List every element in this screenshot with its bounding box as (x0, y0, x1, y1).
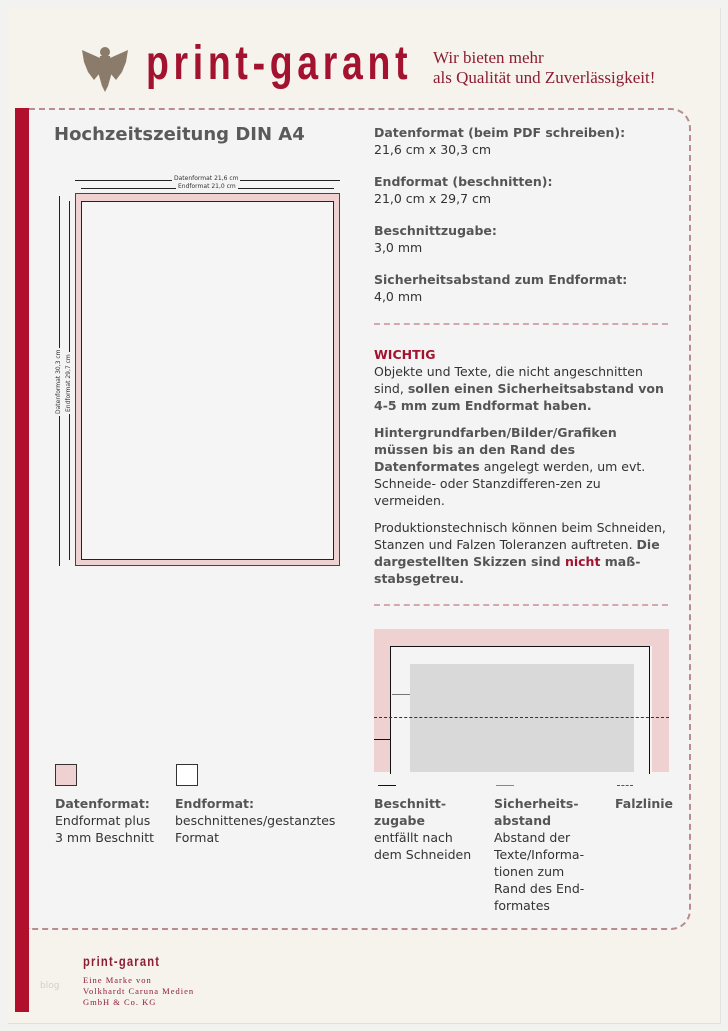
spec-value: 21,6 cm x 30,3 cm (374, 142, 492, 157)
sketch-cut-line (390, 646, 650, 774)
divider (374, 604, 668, 606)
footer-line: Volkhardt Caruna Medien (83, 986, 195, 996)
legend-title: Sicherheits- (494, 796, 579, 811)
eagle-icon (80, 42, 130, 94)
legend-fold (615, 795, 673, 812)
legend-text: 3 mm Beschnitt (55, 830, 155, 845)
legend-bleed (374, 795, 471, 863)
height-end-label: Endformat 29,7 cm (65, 354, 72, 412)
legend-text: dem Schneiden (374, 847, 472, 862)
sketch-safety-marker (392, 694, 410, 695)
spec-label: Datenformat (beim PDF schreiben): (374, 125, 626, 140)
legend-text: Format (175, 830, 220, 845)
legend-title: Beschnitt- (374, 796, 447, 811)
important-bold: Hintergrundfarben/Bilder/Grafiken müssen bis an den Rand des Datenformates (374, 425, 617, 474)
important-text: Produktionstechnisch können beim Schneiden, Stanzen und Falzen Toleranzen auftreten. (374, 520, 666, 552)
page-title: Hochzeitszeitung DIN A4 (54, 124, 305, 145)
legend-fold-line-icon (617, 785, 633, 786)
legend-text: Endformat plus (55, 813, 151, 828)
legend-safety (494, 795, 584, 914)
watermark: blog (40, 981, 60, 991)
footer-brand: print-garant (83, 953, 161, 969)
divider (374, 323, 668, 325)
important-bold: maß-stabsgetreu. (374, 554, 641, 586)
footer-company (83, 975, 194, 1008)
width-data-label: Datenformat 21,6 cm (174, 175, 239, 182)
spec-value: 4,0 mm (374, 289, 423, 304)
legend-title: abstand (494, 813, 552, 828)
important-text: Objekte und Texte, die nicht angeschnitten sind, (374, 364, 643, 396)
footer-line: Eine Marke von (83, 975, 152, 985)
spec-label: Beschnittzugabe: (374, 223, 497, 238)
important-bold: Die dargestellten Skizzen sind (374, 537, 660, 569)
brand-logo: print-garant (146, 37, 413, 90)
important-bold: sollen einen Sicherheitsabstand von 4-5 mm zum Endformat haben. (374, 381, 664, 413)
spec-data-format (374, 124, 625, 158)
tagline-line-2: als Qualität und Zuverlässigkeit! (433, 68, 656, 87)
spec-value: 3,0 mm (374, 240, 423, 255)
legend-text: Abstand der (494, 830, 571, 845)
legend-text: Rand des End- (494, 881, 585, 896)
legend-text: Texte/Informa- (494, 847, 585, 862)
width-end-label: Endformat 21,0 cm (178, 183, 236, 190)
swatch-end-format (176, 764, 198, 786)
legend-title: Endformat: (175, 796, 255, 811)
legend-title: Falzlinie (615, 796, 674, 811)
spec-end-format (374, 173, 552, 207)
legend-text: tionen zum (494, 864, 565, 879)
legend-text: beschnittenes/gestanztes (175, 813, 336, 828)
important-section (374, 346, 670, 587)
legend-bleed-line-icon (378, 785, 396, 786)
sketch-fold-line (374, 717, 669, 718)
tagline-line-1: Wir bieten mehr (433, 48, 544, 67)
important-accent: nicht (564, 554, 601, 569)
spec-bleed (374, 222, 497, 256)
legend-end-format (175, 795, 335, 846)
legend-data-format (55, 795, 154, 846)
spec-label: Endformat (beschnitten): (374, 174, 553, 189)
spec-safety-margin (374, 271, 627, 305)
important-text: angelegt werden, um evt. Schneide- oder Stanzdifferen-zen zu vermeiden. (374, 459, 646, 508)
swatch-data-format (55, 764, 77, 786)
end-format-area (81, 201, 334, 560)
important-heading: WICHTIG (374, 347, 436, 362)
legend-safety-line-icon (496, 785, 514, 786)
spec-value: 21,0 cm x 29,7 cm (374, 191, 492, 206)
legend-title: Datenformat: (55, 796, 150, 811)
legend-text: formates (494, 898, 550, 913)
sketch-bleed-marker (374, 739, 391, 740)
tagline (433, 48, 655, 88)
spec-label: Sicherheitsabstand zum Endformat: (374, 272, 628, 287)
legend-title: zugabe (374, 813, 425, 828)
footer-line: GmbH & Co. KG (83, 997, 157, 1007)
height-data-label: Datenformat 30,3 cm (55, 349, 62, 414)
legend-text: entfällt nach (374, 830, 453, 845)
accent-bar (15, 108, 29, 1012)
